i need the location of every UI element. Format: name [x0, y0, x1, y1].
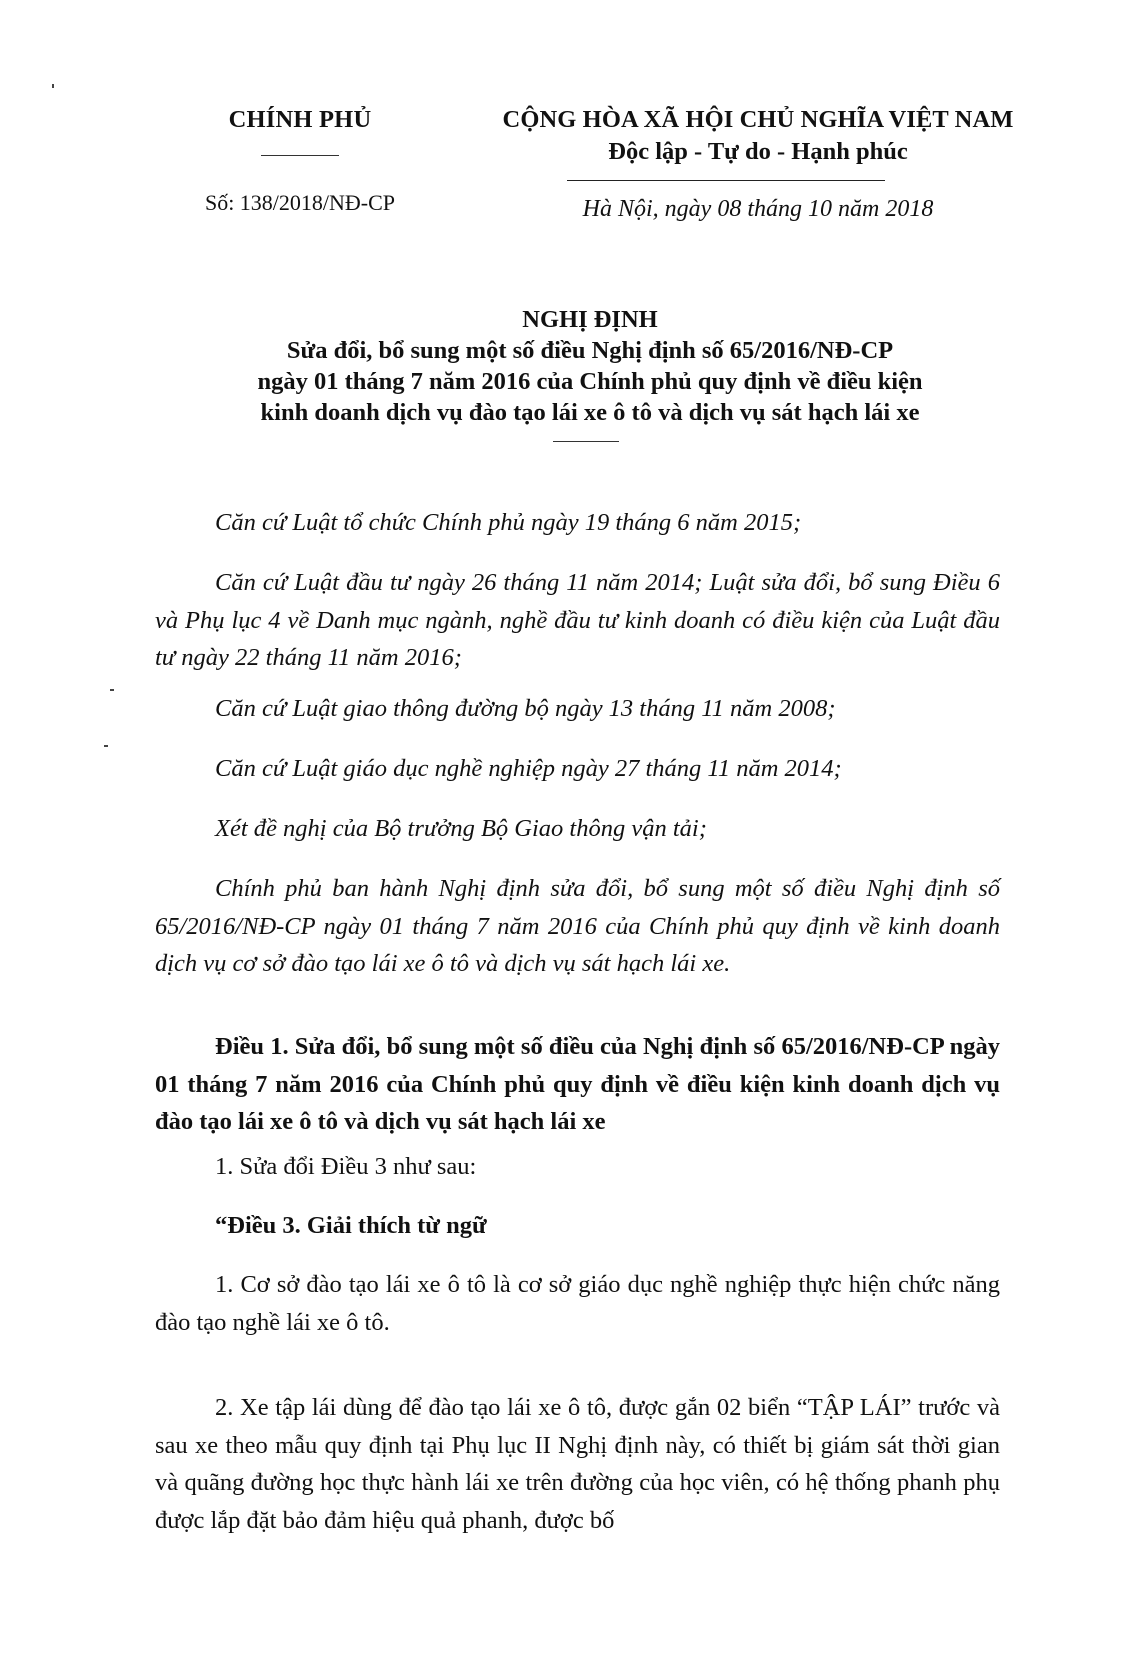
document-number: Số: 138/2018/NĐ-CP — [204, 190, 396, 215]
scan-speck — [110, 689, 114, 691]
motto-underline — [567, 180, 885, 181]
definition-item: 2. Xe tập lái dùng để đào tạo lái xe ô tô, được gắn 02 biển “TẬP LÁI” trước và sau xe theo mẫu quy định tại Phụ lục II Nghị định này, có thiết bị giám sát thời gian và quãng đường học thực hành lái xe trên đường của học viên, có hệ thống phanh phụ được lắp đặt bảo đảm hiệu quả phanh, được bố — [155, 1394, 1000, 1534]
preamble-paragraph: Căn cứ Luật giáo dục nghề nghiệp ngày 27 tháng 11 năm 2014; — [215, 755, 842, 782]
national-title: CỘNG HÒA XÃ HỘI CHỦ NGHĨA VIỆT NAM — [502, 106, 1014, 133]
clause-intro: 1. Sửa đổi Điều 3 như sau: — [215, 1153, 477, 1180]
place-and-date: Hà Nội, ngày 08 tháng 10 năm 2018 — [582, 196, 934, 222]
agency-underline — [261, 155, 339, 156]
title-line: ngày 01 tháng 7 năm 2016 của Chính phủ quy định về điều kiện — [257, 368, 923, 395]
preamble-paragraph: Xét đề nghị của Bộ trưởng Bộ Giao thông vận tải; — [215, 815, 707, 842]
national-motto: Độc lập - Tự do - Hạnh phúc — [608, 138, 908, 165]
scan-speck — [104, 745, 108, 747]
article-heading: Điều 1. Sửa đổi, bổ sung một số điều của Nghị định số 65/2016/NĐ-CP ngày 01 tháng 7 năm 2016 của Chính phủ quy định về điều kiện kinh doanh dịch vụ đào tạo lái xe ô tô và dịch vụ sát hạch lái xe — [155, 1033, 1000, 1135]
scan-speck — [52, 84, 54, 88]
title-line: Sửa đổi, bổ sung một số điều Nghị định số 65/2016/NĐ-CP — [286, 337, 894, 364]
preamble-paragraph: Chính phủ ban hành Nghị định sửa đổi, bổ sung một số điều Nghị định số 65/2016/NĐ-CP ngày 01 tháng 7 năm 2016 của Chính phủ quy định về kinh doanh dịch vụ cơ sở đào tạo lái xe ô tô và dịch vụ sát hạch lái xe. — [155, 875, 1000, 977]
document-type: NGHỊ ĐỊNH — [522, 306, 658, 333]
document-title-block — [190, 304, 990, 428]
issuing-agency: CHÍNH PHỦ — [228, 106, 372, 133]
quoted-article-heading: “Điều 3. Giải thích từ ngữ — [215, 1212, 487, 1239]
preamble-paragraph: Căn cứ Luật giao thông đường bộ ngày 13 tháng 11 năm 2008; — [215, 695, 836, 722]
title-underline — [553, 441, 619, 442]
definition-item: 1. Cơ sở đào tạo lái xe ô tô là cơ sở giáo dục nghề nghiệp thực hiện chức năng đào tạo nghề lái xe ô tô. — [155, 1271, 1000, 1336]
preamble-paragraph: Căn cứ Luật đầu tư ngày 26 tháng 11 năm 2014; Luật sửa đổi, bổ sung Điều 6 và Phụ lục 4 về Danh mục ngành, nghề đầu tư kinh doanh có điều kiện của Luật đầu tư ngày 22 tháng 11 năm 2016; — [155, 569, 1000, 671]
preamble-paragraph: Căn cứ Luật tổ chức Chính phủ ngày 19 tháng 6 năm 2015; — [215, 509, 802, 536]
title-line: kinh doanh dịch vụ đào tạo lái xe ô tô và dịch vụ sát hạch lái xe — [260, 399, 920, 426]
